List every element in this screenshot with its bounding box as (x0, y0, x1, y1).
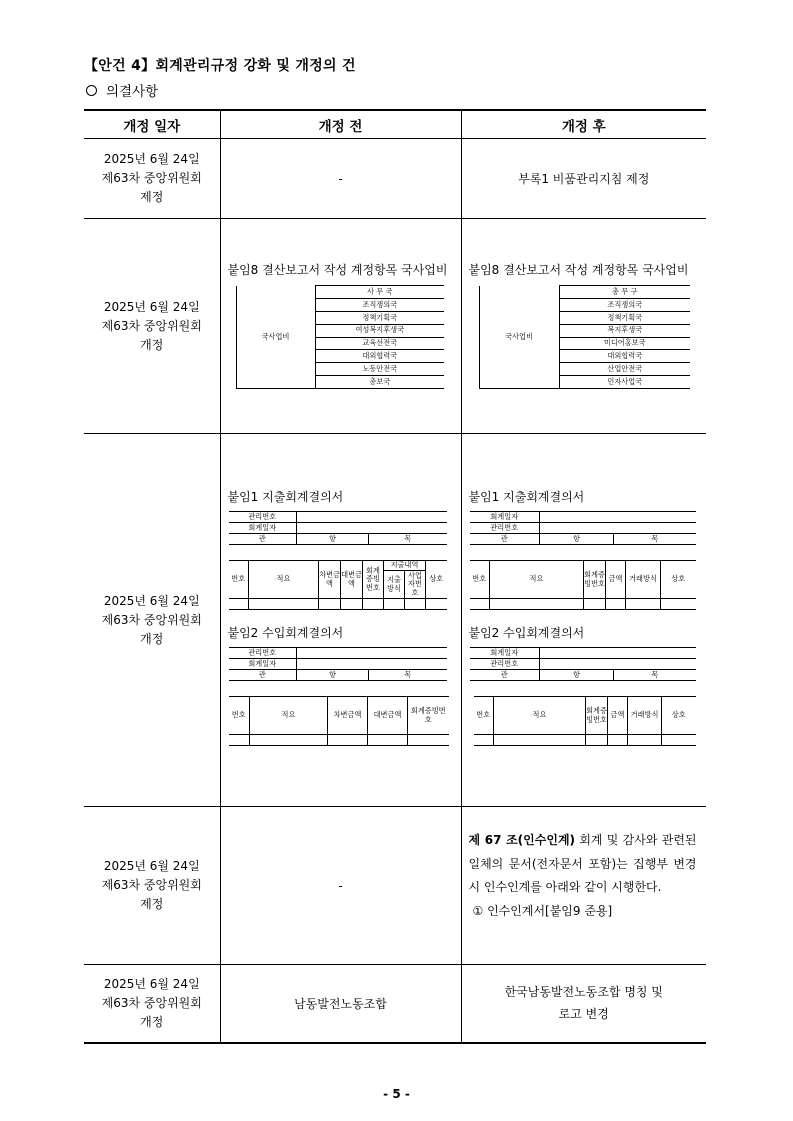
after-cell (461, 219, 706, 434)
before-expense-title: 붙임1 지출회계결의서 (227, 490, 344, 504)
before-income-title: 붙임2 수입회계결의서 (227, 626, 344, 640)
after-cell: 한국남동발전노동조합 명칭 및 로고 변경 (461, 965, 706, 1043)
table-row (84, 139, 706, 219)
after-attachment-title: 붙임8 결산보고서 작성 계정항목 국사업비 (468, 263, 689, 277)
page-number: - 5 - (383, 1087, 410, 1101)
date-cell: 2025년 6월 24일 제63차 중앙위원회 개정 (84, 434, 220, 807)
table-row (84, 807, 706, 965)
expense-columns-table: 번호 적요 차변금액 대변금액 회계증빙번호 지출내역 상호 지출방식 사업자번호 (229, 560, 447, 610)
before-attachment-title: 붙임8 결산보고서 작성 계정항목 국사업비 (227, 263, 448, 277)
expense-header-table: 관리번호 회계일자 관 항 목 (229, 511, 447, 545)
before-cell: 남동발전노동조합 (220, 965, 461, 1043)
header-date: 개정 일자 (84, 110, 220, 139)
before-cell (220, 434, 461, 807)
agenda-title: 【안건 4】회계관리규정 강화 및 개정의 건 (84, 58, 356, 74)
account-items-table: 국사업비 총 무 구 조직쟁의국 정책기획국 복지후생국 미디어홍보국 대외협력국 산업안전국 민자사업국 (479, 285, 691, 389)
after-expense-title: 붙임1 지출회계결의서 (468, 490, 585, 504)
table-row (84, 434, 706, 807)
circle-bullet-icon (86, 85, 97, 96)
after-cell (461, 434, 706, 807)
before-cell: - (220, 807, 461, 965)
before-cell (220, 219, 461, 434)
table-header-row (84, 110, 706, 139)
before-cell: - (220, 139, 461, 219)
header-before: 개정 전 (220, 110, 461, 139)
income-header-table: 회계일자 관리번호 관 항 목 (470, 647, 696, 681)
date-cell: 2025년 6월 24일 제63차 중앙위원회 개정 (84, 219, 220, 434)
article-67-item: ① 인수인계서[붙임9 준용] (472, 903, 613, 918)
account-items-table: 국사업비 사 무 국 조직쟁의국 정책기획국 여성복지후생국 교육선전국 대외협력국 노동안전국 총보국 (236, 285, 445, 389)
subtitle (86, 80, 158, 100)
subtitle-text: 의결사항 (106, 84, 159, 100)
amendment-table (84, 109, 706, 1044)
income-columns-table: 번호 적요 차변금액 대변금액 회계증빙번호 (229, 696, 449, 746)
after-income-title: 붙임2 수입회계결의서 (468, 626, 585, 640)
expense-header-table: 회계일자 관리번호 관 항 목 (470, 511, 696, 545)
table-row (84, 219, 706, 434)
date-cell: 2025년 6월 24일 제63차 중앙위원회 개정 (84, 965, 220, 1043)
after-cell (461, 807, 706, 965)
article-67-text: 제 67 조(인수인계) 회계 및 감사와 관련된 일체의 문서(전자문서 포함)는 집행부 변경 시 인수인계를 아래와 같이 시행한다. ① 인수인계서[붙임9 준용] (469, 829, 697, 923)
date-cell: 2025년 6월 24일 제63차 중앙위원회 제정 (84, 139, 220, 219)
table-row (84, 965, 706, 1043)
after-cell: 부록1 비품관리지침 제정 (461, 139, 706, 219)
income-columns-table: 번호 적요 회계증빙번호 금액 거래방식 상호 (474, 696, 696, 746)
expense-columns-table: 번호 적요 회계증빙번호 금액 거래방식 상호 (470, 560, 696, 610)
date-cell: 2025년 6월 24일 제63차 중앙위원회 제정 (84, 807, 220, 965)
income-header-table: 관리번호 회계일자 관 항 목 (229, 647, 447, 681)
header-after: 개정 후 (461, 110, 706, 139)
